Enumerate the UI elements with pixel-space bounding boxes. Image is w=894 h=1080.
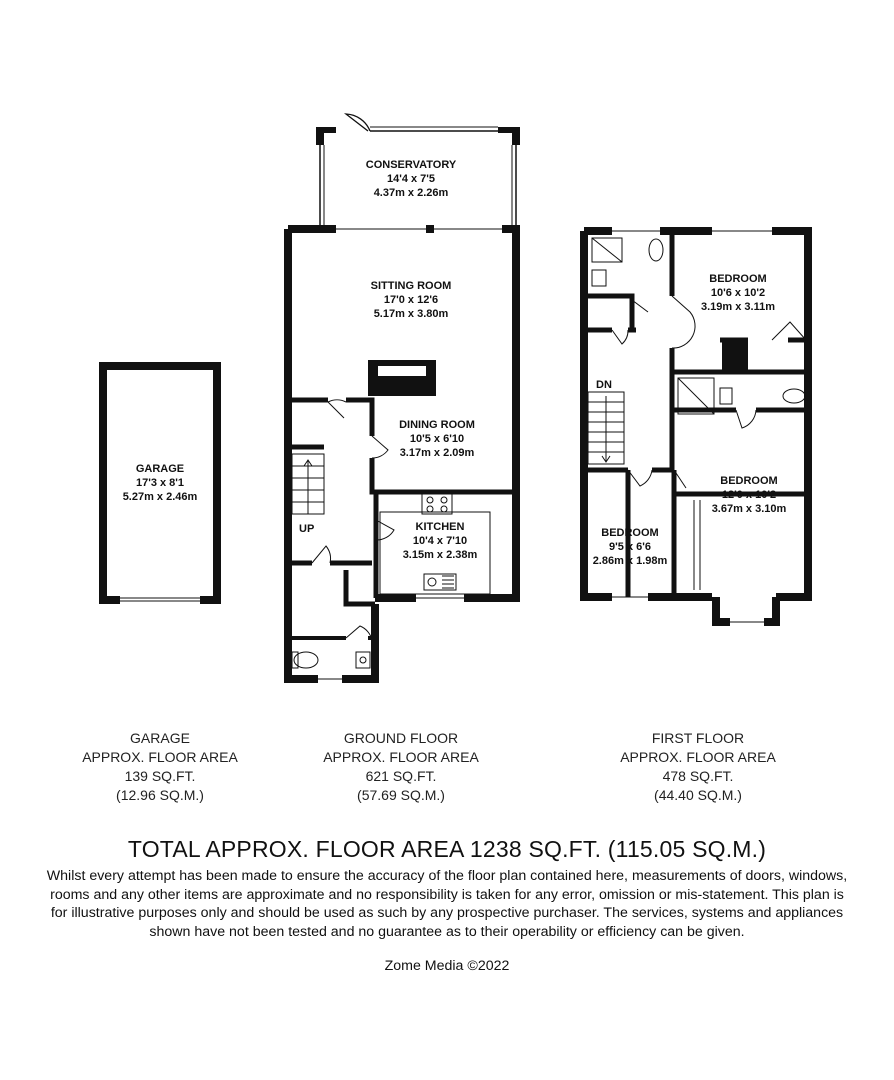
caption-line: 621 SQ.FT. xyxy=(365,768,437,784)
basin-icon xyxy=(356,652,370,668)
dining-room-metric: 3.17m x 2.09m xyxy=(399,447,475,459)
door-swing xyxy=(736,410,756,428)
conservatory-name: CONSERVATORY xyxy=(365,159,457,171)
bedroom-1-metric: 3.19m x 3.11m xyxy=(700,301,776,313)
door-swing xyxy=(312,546,330,563)
door-swing xyxy=(628,470,652,486)
garage-area-caption xyxy=(40,729,280,805)
kitchen-imperial: 10'4 x 7'10 xyxy=(412,535,468,547)
caption-line: GARAGE xyxy=(130,730,190,746)
stairs-down xyxy=(588,392,624,464)
door-swing xyxy=(772,322,806,340)
toilet-icon xyxy=(783,389,805,403)
caption-line: APPROX. FLOOR AREA xyxy=(620,749,776,765)
stairs-up-label: UP xyxy=(299,523,315,535)
garage-name: GARAGE xyxy=(135,463,185,475)
caption-line: 478 SQ.FT. xyxy=(662,768,734,784)
caption-line: FIRST FLOOR xyxy=(651,730,745,746)
basin-icon xyxy=(720,388,732,404)
door-swing xyxy=(346,114,370,131)
caption-line: (12.96 SQ.M.) xyxy=(116,787,204,803)
ground-floor-area-caption xyxy=(281,729,521,805)
bedroom-2-imperial: 12'0 x 10'2 xyxy=(721,489,777,501)
dining-room-imperial: 10'5 x 6'10 xyxy=(409,433,465,445)
bedroom-2-name: BEDROOM xyxy=(720,475,778,487)
conservatory-metric: 4.37m x 2.26m xyxy=(373,187,449,199)
conservatory xyxy=(316,114,520,228)
bedroom-3-metric: 2.86m x 1.98m xyxy=(592,555,668,567)
garage-metric: 5.27m x 2.46m xyxy=(122,491,198,503)
conservatory-imperial: 14'4 x 7'5 xyxy=(386,173,436,185)
caption-line: APPROX. FLOOR AREA xyxy=(323,749,479,765)
stairs-down-label: DN xyxy=(596,379,612,391)
dining-room-name: DINING ROOM xyxy=(399,419,475,431)
caption-line: GROUND FLOOR xyxy=(343,730,459,746)
kitchen-name: KITCHEN xyxy=(415,521,465,533)
copyright-credit: Zome Media ©2022 xyxy=(384,958,510,974)
bedroom-2-metric: 3.67m x 3.10m xyxy=(711,503,787,515)
fireplace xyxy=(368,360,436,396)
disclaimer-text: Whilst every attempt has been made to ensure the accuracy of the floor plan contained here, measurements of doors, windows, rooms and any other items are approximate and no responsibility is taken for any error, omission or mis-statement. This plan is for illustrative purposes only and should be used as such by any prospective purchaser. The services, systems and appliances shown have not been tested and no guarantee as to their operability or efficiency can be given. xyxy=(46,868,848,940)
caption-line: 139 SQ.FT. xyxy=(124,768,196,784)
bedroom-3-imperial: 9'5 x 6'6 xyxy=(609,541,651,553)
bedroom-1-name: BEDROOM xyxy=(709,273,767,285)
door-swing xyxy=(372,436,388,458)
bathroom-fixtures xyxy=(592,238,805,414)
bedroom-1-imperial: 10'6 x 10'2 xyxy=(710,287,766,299)
stairs-up xyxy=(292,454,324,514)
sitting-room-metric: 5.17m x 3.80m xyxy=(373,308,449,320)
caption-line: (57.69 SQ.M.) xyxy=(357,787,445,803)
sitting-room-name: SITTING ROOM xyxy=(370,280,452,292)
bedroom-3-name: BEDROOM xyxy=(601,527,659,539)
garage-imperial: 17'3 x 8'1 xyxy=(135,477,185,489)
total-floor-area: TOTAL APPROX. FLOOR AREA 1238 SQ.FT. (115.05 SQ.M.) xyxy=(127,836,767,862)
bedroom-wardrobe xyxy=(722,340,748,372)
first-floor-plan xyxy=(584,227,808,626)
kitchen-metric: 3.15m x 2.38m xyxy=(402,549,478,561)
door-swing xyxy=(612,330,628,344)
first-floor-area-caption xyxy=(578,729,818,805)
garage-door-opening xyxy=(120,595,200,605)
door-swing xyxy=(672,296,695,348)
basin-icon xyxy=(592,270,606,286)
door-swing xyxy=(328,400,346,418)
garage-plan xyxy=(103,366,217,605)
door-swing xyxy=(376,520,394,540)
ground-floor-plan xyxy=(288,114,520,683)
caption-line: (44.40 SQ.M.) xyxy=(654,787,742,803)
sitting-room-imperial: 17'0 x 12'6 xyxy=(383,294,439,306)
toilet-icon xyxy=(649,239,663,261)
caption-line: APPROX. FLOOR AREA xyxy=(82,749,238,765)
